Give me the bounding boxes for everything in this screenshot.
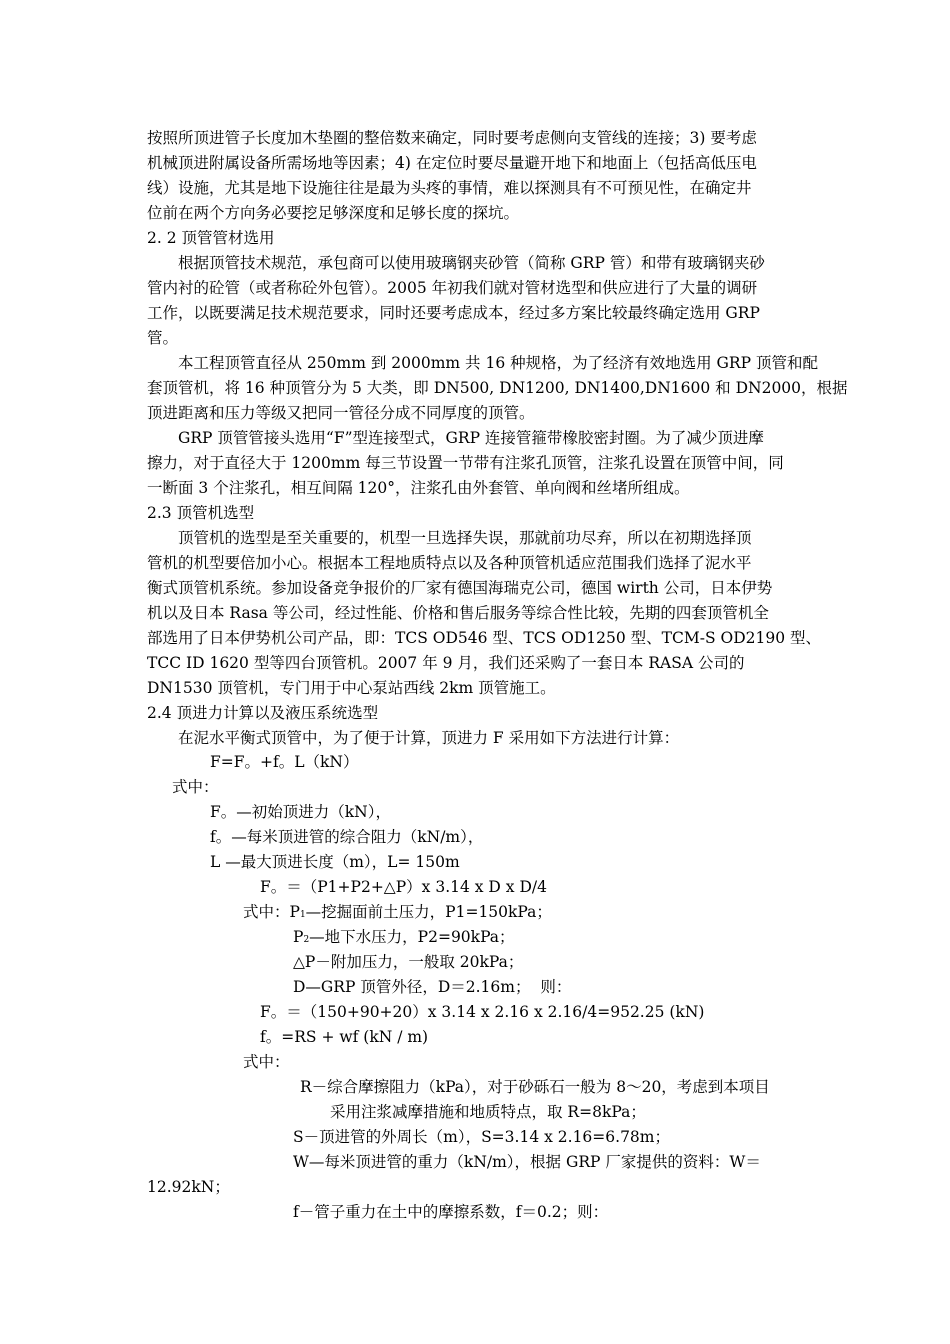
formula-line: f。=RS + wf (kN / m) [260, 1028, 429, 1046]
formula-line: F。—初始顶进力（kN）， [210, 803, 391, 821]
formula-line: F。＝（P1+P2+△P）x 3.14 x D x D/4 [260, 878, 547, 896]
paragraph-line: GRP 顶管管接头选用“F”型连接型式，GRP 连接管箍带橡胶密封圈。为了减少顶进摩 [178, 429, 764, 447]
paragraph-line: 顶管机的选型是至关重要的，机型一旦选择失误，那就前功尽弃，所以在初期选择顶 [178, 529, 752, 547]
formula-line [293, 926, 515, 951]
section-heading: 2.3 顶管机选型 [147, 504, 255, 522]
paragraph-line: 衡式顶管机系统。参加设备竞争报价的厂家有德国海瑞克公司，德国 wirth 公司，日本伊势 [147, 579, 773, 597]
paragraph-line: 在泥水平衡式顶管中，为了便于计算，顶进力 F 采用如下方法进行计算： [178, 729, 680, 747]
paragraph-line: 机械顶进附属设备所需场地等因素；4) 在定位时要尽量避开地下和地面上（包括高低压电 [147, 154, 757, 172]
paragraph-line: 根据顶管技术规范，承包商可以使用玻璃钢夹砂管（简称 GRP 管）和带有玻璃钢夹砂 [178, 254, 765, 272]
paragraph-line: 线）设施，尤其是地下设施往往是最为头疼的事情，难以探测具有不可预见性，在确定井 [147, 179, 752, 197]
formula-line [243, 901, 552, 926]
formula-line: F=F。+f。L（kN） [210, 753, 359, 771]
formula-line: L —最大顶进长度（m），L= 150m [210, 853, 460, 871]
formula-line: S－顶进管的外周长（m），S=3.14 x 2.16=6.78m； [293, 1128, 670, 1146]
formula-label: 式中： [172, 778, 219, 796]
paragraph-line: 工作，以既要满足技术规范要求，同时还要考虑成本，经过多方案比较最终确定选用 GRP [147, 304, 760, 322]
formula-part: 式中：P [243, 903, 300, 921]
formula-part: —挖掘面前土压力，P1=150kPa； [305, 903, 552, 921]
subscript: 2 [303, 935, 310, 945]
paragraph-line: 套顶管机，将 16 种顶管分为 5 大类，即 DN500, DN1200, DN1400,DN1600 和 DN2000，根据 [147, 379, 848, 397]
formula-label: 式中： [243, 1053, 290, 1071]
formula-line: W—每米顶进管的重力（kN/m），根据 GRP 厂家提供的资料：W＝ [293, 1153, 761, 1171]
paragraph-line: DN1530 顶管机，专门用于中心泵站西线 2km 顶管施工。 [147, 679, 556, 697]
paragraph-line: 部选用了日本伊势机公司产品，即：TCS OD546 型、TCS OD1250 型、TCM-S OD2190 型、 [147, 629, 822, 647]
paragraph-line: 管内衬的砼管（或者称砼外包管）。2005 年初我们就对管材选型和供应进行了大量的调研 [147, 279, 758, 297]
formula-line: D—GRP 顶管外径，D＝2.16m； 则： [293, 978, 572, 996]
formula-line: 12.92kN； [147, 1178, 230, 1196]
formula-line: f－管子重力在土中的摩擦系数，f＝0.2；则： [293, 1203, 609, 1221]
formula-line: f。—每米顶进管的综合阻力（kN/m）， [210, 828, 484, 846]
paragraph-line: 管。 [147, 329, 179, 347]
paragraph-line: 顶进距离和压力等级又把同一管径分成不同厚度的顶管。 [147, 404, 535, 422]
section-heading: 2. 2 顶管管材选用 [147, 229, 275, 247]
paragraph-line: 位前在两个方向务必要挖足够深度和足够长度的探坑。 [147, 204, 520, 222]
subscript: 1 [299, 910, 306, 920]
paragraph-line: 按照所顶进管子长度加木垫圈的整倍数来确定，同时要考虑侧向支管线的连接；3) 要考虑 [147, 129, 757, 147]
paragraph-line: 管机的机型要倍加小心。根据本工程地质特点以及各种顶管机适应范围我们选择了泥水平 [147, 554, 752, 572]
paragraph-line: 机以及日本 Rasa 等公司，经过性能、价格和售后服务等综合性比较，先期的四套顶管机全 [147, 604, 769, 622]
paragraph-line: 一断面 3 个注浆孔，相互间隔 120°，注浆孔由外套管、单向阀和丝堵所组成。 [147, 479, 690, 497]
formula-part: P [293, 928, 304, 946]
section-heading: 2.4 顶进力计算以及液压系统选型 [147, 704, 379, 722]
paragraph-line: 擦力，对于直径大于 1200mm 每三节设置一节带有注浆孔顶管，注浆孔设置在顶管中间，同 [147, 454, 784, 472]
formula-line: △P－附加压力，一般取 20kPa； [293, 953, 524, 971]
paragraph-line: TCC ID 1620 型等四台顶管机。2007 年 9 月，我们还采购了一套日本 RASA 公司的 [147, 654, 745, 672]
formula-part: —地下水压力，P2=90kPa； [309, 928, 515, 946]
formula-line: F。＝（150+90+20）x 3.14 x 2.16 x 2.16/4=952.25 (kN) [260, 1003, 705, 1021]
formula-line: R－综合摩擦阻力（kPa），对于砂砾石一般为 8～20，考虑到本项目 [300, 1078, 770, 1096]
formula-line: 采用注浆减摩措施和地质特点，取 R=8kPa； [330, 1103, 646, 1121]
paragraph-line: 本工程顶管直径从 250mm 到 2000mm 共 16 种规格，为了经济有效地选用 GRP 顶管和配 [178, 354, 818, 372]
